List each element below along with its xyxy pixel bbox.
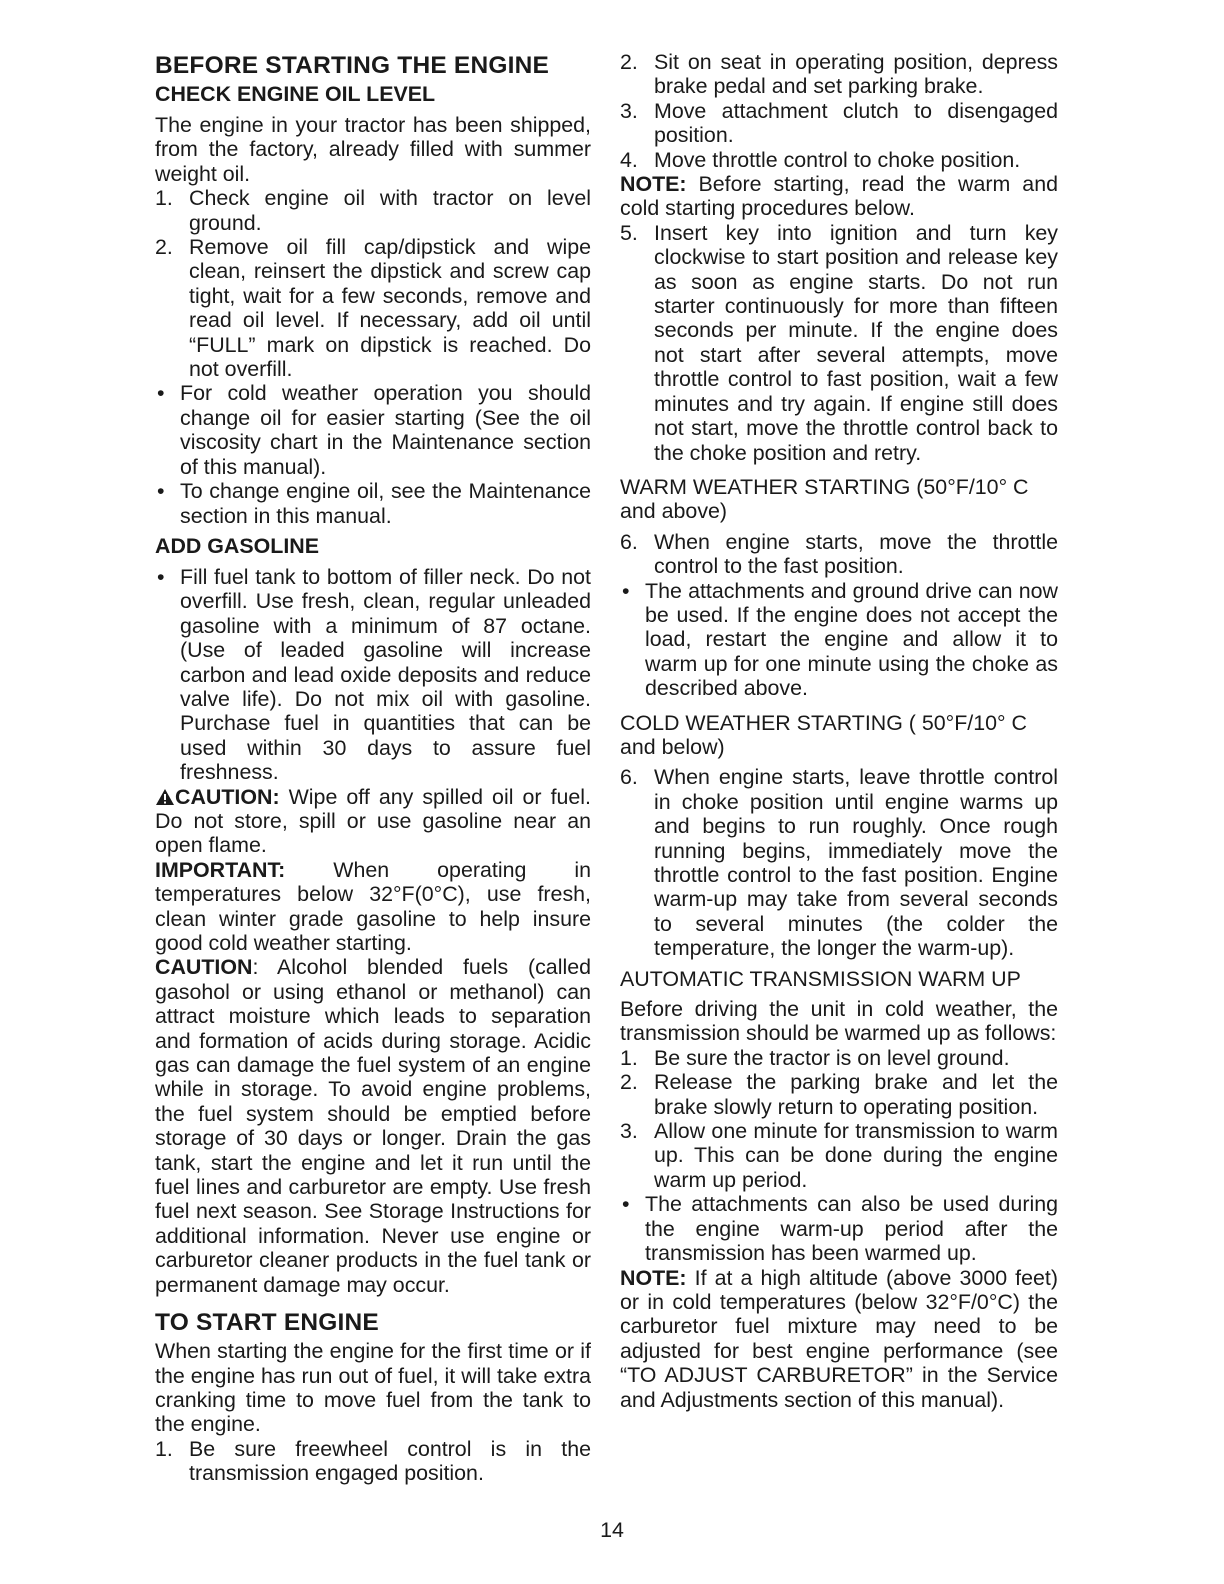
list-marker: 1. xyxy=(620,1045,638,1070)
list-text: Fill fuel tank to bottom of filler neck. Do not overfill. Use fresh, clean, regular unleaded gasoline with a minimum of 87 octane. (Use of leaded gasoline will increase carbon and lead oxide deposits and reduce valve life). Do not mix oil with gasoline. Purchase fuel in quantities that can be used within 30 days to assure fuel freshness. xyxy=(180,564,591,785)
list-item xyxy=(620,1070,1058,1119)
bullet-marker: • xyxy=(157,381,165,406)
cold-weather-heading: COLD WEATHER STARTING ( 50°F/10° C and below) xyxy=(620,710,1027,759)
list-marker: 4. xyxy=(620,147,638,172)
list-marker: 2. xyxy=(155,235,173,260)
list-text: Check engine oil with tractor on level ground. xyxy=(189,186,591,235)
caution-label: CAUTION xyxy=(155,955,253,980)
caution-text: : Alcohol blended fuels (called gasohol or using ethanol or methanol) can attract moisture which leads to separation and formation of acids during storage. Acidic gas can damage the fuel system of an engine while in storage. To avoid engine problems, the fuel system should be emptied before storage of 30 days or longer. Drain the gas tank, start the engine and let it run until the fuel lines and carburetor are empty. Use fresh fuel next season. See Storage Instructions for additional information. Never use engine or carburetor cleaner products in the fuel tank or permanent damage may occur. xyxy=(155,955,591,1297)
warm-weather-heading: WARM WEATHER STARTING (50°F/10° C and above) xyxy=(620,474,1029,524)
list-marker: 5. xyxy=(620,220,638,245)
list-text: For cold weather operation you should change oil for easier starting (See the oil viscosity chart in the Maintenance section of this manual). xyxy=(180,381,591,479)
bullet-marker: • xyxy=(157,479,165,504)
subheading-add-gasoline: ADD GASOLINE xyxy=(155,533,320,558)
list-item xyxy=(620,579,1058,701)
list-text: Sit on seat in operating position, depress brake pedal and set parking brake. xyxy=(654,50,1058,99)
note-label: NOTE: xyxy=(620,172,687,197)
list-marker: 1. xyxy=(155,186,173,211)
caution-label: CAUTION: xyxy=(175,784,280,809)
list-item xyxy=(620,50,1058,99)
subheading-check-oil: CHECK ENGINE OIL LEVEL xyxy=(155,82,436,106)
list-text: Allow one minute for transmission to warm up. This can be done during the engine warm up period. xyxy=(654,1119,1058,1192)
list-marker: 6. xyxy=(620,529,638,554)
caution-paragraph-spill xyxy=(155,785,591,858)
list-marker: 2. xyxy=(620,50,638,74)
caution-text: Wipe off any spilled oil or fuel. Do not store, spill or use gasoline near an open flame. xyxy=(155,784,591,858)
list-item xyxy=(620,530,1058,579)
list-item xyxy=(155,479,591,528)
auto-transmission-heading: AUTOMATIC TRANSMISSION WARM UP xyxy=(620,966,1021,991)
list-text: To change engine oil, see the Maintenance section in this manual. xyxy=(180,479,591,528)
list-item xyxy=(155,186,591,235)
note-paragraph-altitude xyxy=(620,1266,1058,1412)
list-text: Be sure freewheel control is in the transmission engaged position. xyxy=(189,1436,591,1486)
note-paragraph-before-starting xyxy=(620,172,1058,221)
list-text: Remove oil fill cap/dipstick and wipe clean, reinsert the dipstick and screw cap tight, wait for a few seconds, remove and read oil level. If necessary, add oil until “FULL” mark on dipstick is reached. Do not overfill. xyxy=(189,235,591,382)
bullet-marker: • xyxy=(622,1192,630,1217)
caution-paragraph-alcohol xyxy=(155,955,591,1297)
list-item xyxy=(155,1437,591,1486)
list-marker: 1. xyxy=(155,1436,173,1461)
important-paragraph xyxy=(155,858,591,956)
list-item xyxy=(620,221,1058,465)
list-text: Be sure the tractor is on level ground. xyxy=(654,1045,1010,1070)
list-marker: 3. xyxy=(620,1119,638,1144)
oil-intro-paragraph: The engine in your tractor has been shipped, from the factory, already filled with summer weight oil. xyxy=(155,113,591,186)
note-text: If at a high altitude (above 3000 feet) or in cold temperatures (below 32°F/0°C) the carburetor fuel mixture may need to be adjusted for best engine performance (see “TO ADJUST CARBURETOR” in the Service and Adjustments section of this manual). xyxy=(620,1265,1058,1412)
left-column xyxy=(155,50,591,1486)
list-text: When engine starts, move the throttle control to the fast position. xyxy=(654,529,1058,579)
list-marker: 2. xyxy=(620,1070,638,1095)
auto-intro-paragraph: Before driving the unit in cold weather, the transmission should be warmed up as follows: xyxy=(620,997,1058,1046)
list-item xyxy=(620,765,1058,960)
list-item xyxy=(620,99,1058,148)
list-marker: 6. xyxy=(620,765,638,790)
list-item xyxy=(620,148,1058,172)
list-item xyxy=(155,381,591,479)
list-item xyxy=(620,1192,1058,1265)
list-text: When engine starts, leave throttle control in choke position until engine warms up and begins to run roughly. Once rough running begins, immediately move the throttle control to the fast position. Engine warm-up may take from several seconds to several minutes (the colder the temperature, the longer the warm-up). xyxy=(654,765,1058,961)
list-item xyxy=(620,1119,1058,1192)
list-item xyxy=(155,565,591,785)
list-text: Release the parking brake and let the brake slowly return to operating position. xyxy=(654,1070,1058,1119)
important-label: IMPORTANT: xyxy=(155,857,286,882)
list-marker: 3. xyxy=(620,98,638,123)
list-item xyxy=(620,1046,1058,1070)
list-item xyxy=(155,235,591,381)
bullet-marker: • xyxy=(157,564,165,589)
important-text: When operating in temperatures below 32°F(0°C), use fresh, clean winter grade gasoline to help insure good cold weather starting. xyxy=(155,857,591,955)
start-intro-paragraph: When starting the engine for the first time or if the engine has run out of fuel, it will take extra cranking time to move fuel from the tank to the engine. xyxy=(155,1339,591,1437)
list-text: The attachments and ground drive can now be used. If the engine does not accept the load, restart the engine and allow it to warm up for one minute using the choke as described above. xyxy=(645,578,1058,701)
list-text: The attachments can also be used during the engine warm-up period after the transmission has been warmed up. xyxy=(645,1192,1058,1266)
list-text: Move attachment clutch to disengaged position. xyxy=(654,98,1058,148)
warning-triangle-icon xyxy=(155,787,175,805)
right-column xyxy=(620,50,1058,1412)
note-label: NOTE: xyxy=(620,1265,687,1290)
list-text: Insert key into ignition and turn key clockwise to start position and release key as soon as engine starts. Do not run starter continuously for more than fifteen seconds per minute. If the engine does not start after several attempts, move throttle control to fast position, wait a few minutes and try again. If engine still does not start, move the throttle control back to the choke position and retry. xyxy=(654,220,1058,465)
section-heading-before-starting: BEFORE STARTING THE ENGINE xyxy=(155,52,550,79)
section-heading-to-start-engine: TO START ENGINE xyxy=(155,1309,379,1337)
bullet-marker: • xyxy=(622,578,630,603)
note-text: Before starting, read the warm and cold starting procedures below. xyxy=(620,172,1058,221)
page-number: 14 xyxy=(600,1518,624,1542)
list-text: Move throttle control to choke position. xyxy=(654,147,1021,172)
